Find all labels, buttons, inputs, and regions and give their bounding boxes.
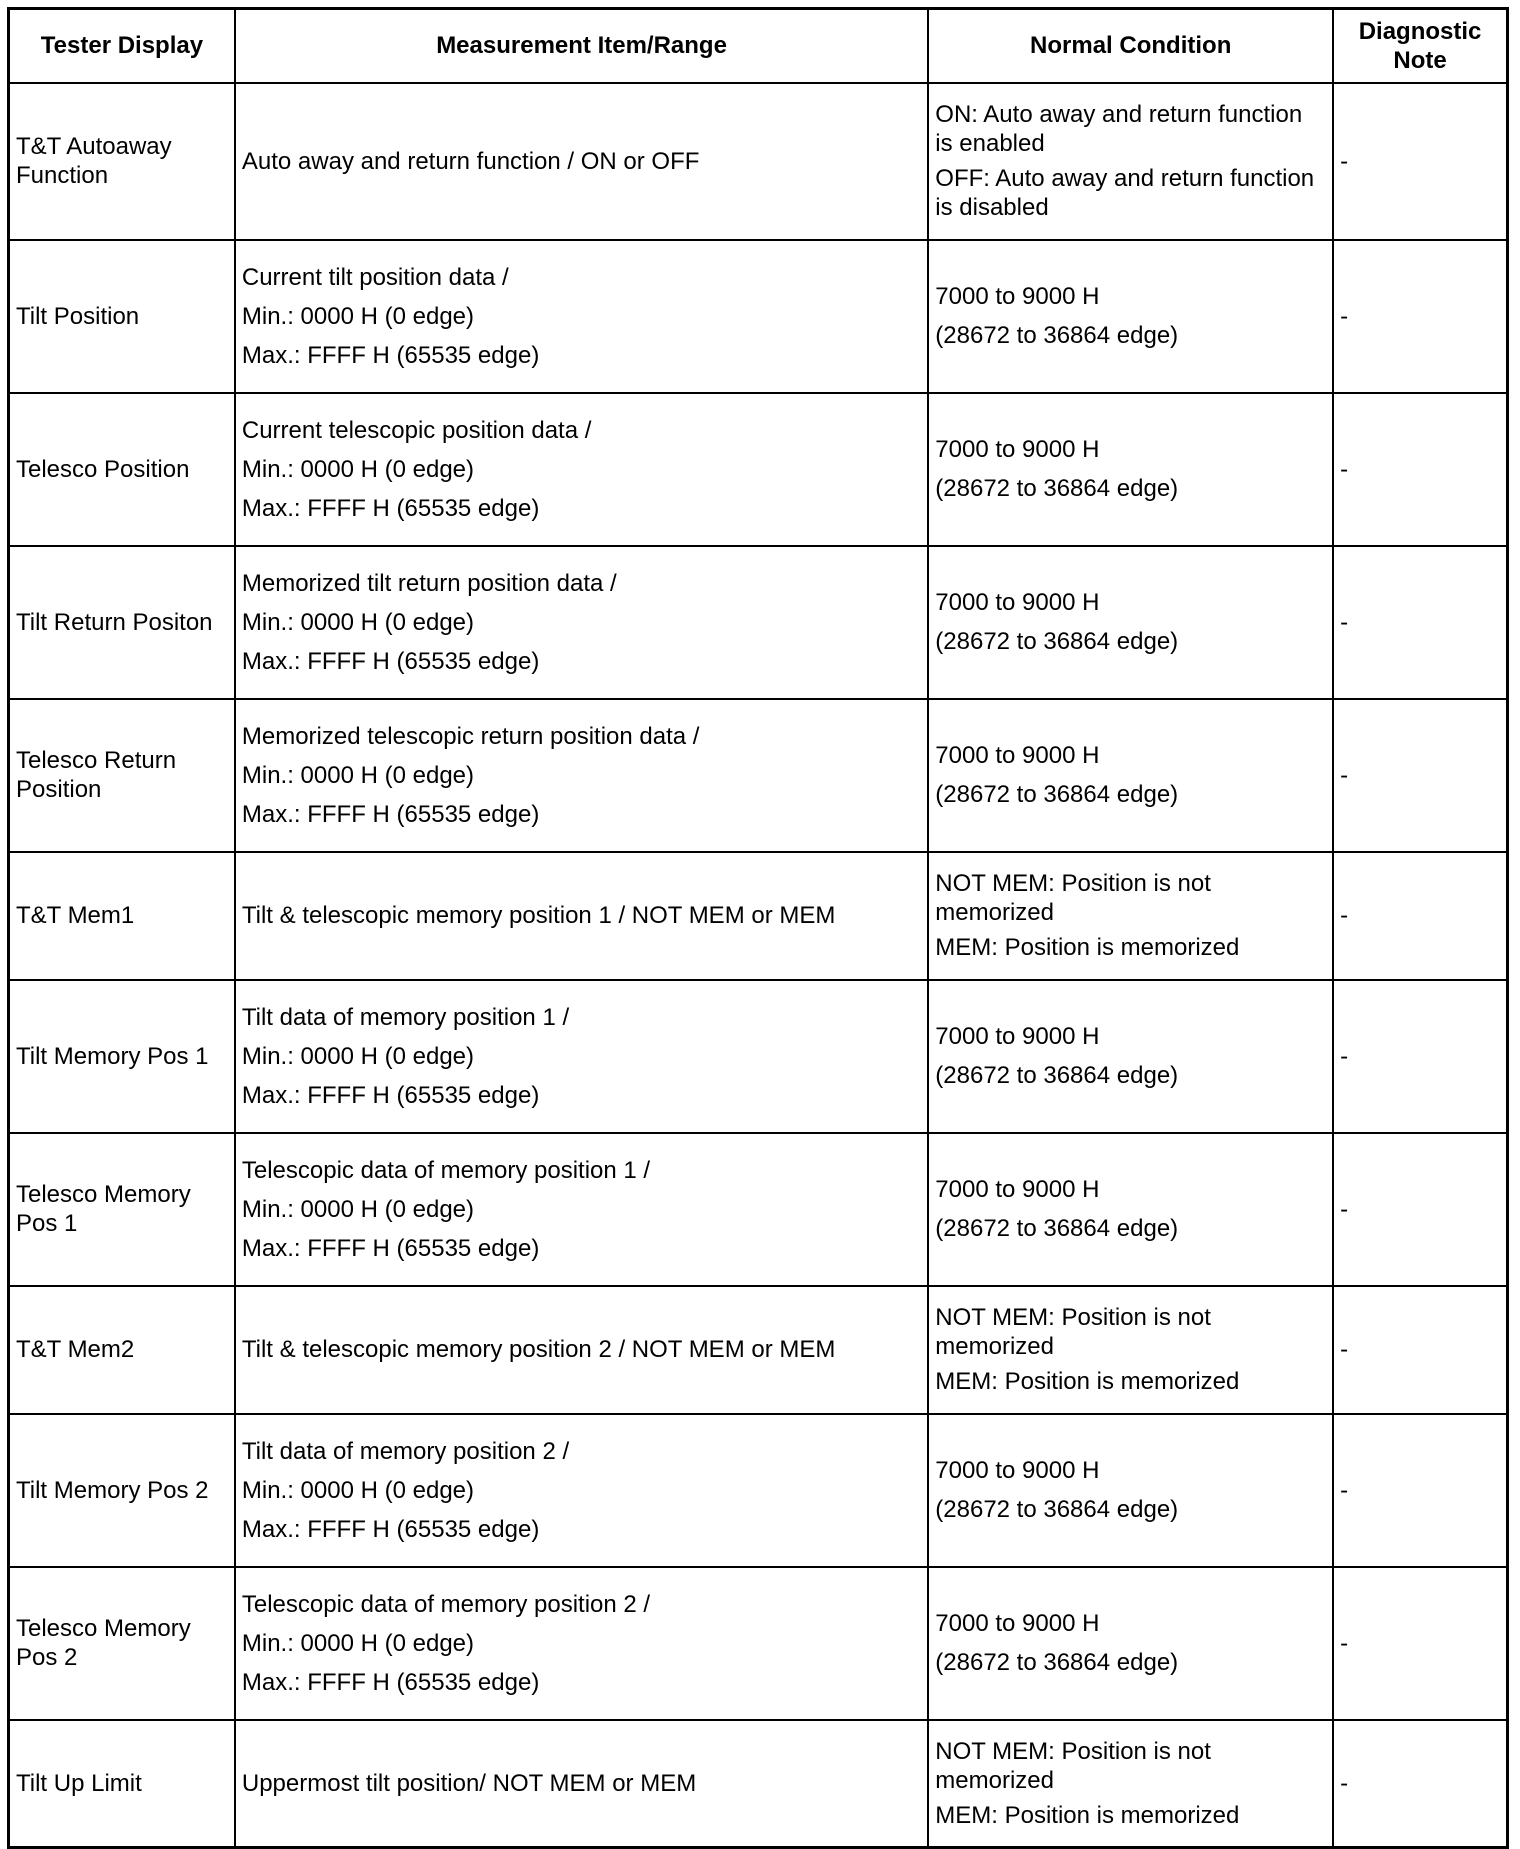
measurement-range-cell (235, 240, 928, 393)
measurement-range-cell (235, 393, 928, 546)
normal-condition-line: MEM: Position is memorized (935, 1801, 1240, 1829)
normal-condition-line: (28672 to 36864 edge) (935, 1062, 1179, 1089)
tester-display-cell: Telesco Return Position (9, 699, 235, 852)
normal-condition-line: (28672 to 36864 edge) (935, 475, 1179, 502)
normal-condition-line: (28672 to 36864 edge) (935, 1649, 1179, 1676)
table-row (9, 1567, 1508, 1720)
measurement-range-cell (235, 1567, 928, 1720)
tester-display-cell: Tilt Position (9, 240, 235, 393)
tester-display-cell: Telesco Memory Pos 2 (9, 1567, 235, 1720)
tester-display-cell: T&T Mem2 (9, 1286, 235, 1414)
diagnostic-note-cell: - (1333, 546, 1507, 699)
header-diagnostic-note: Diagnostic Note (1333, 9, 1507, 83)
diagnostic-note-cell: - (1333, 393, 1507, 546)
table-row (9, 83, 1508, 240)
table-row (9, 1286, 1508, 1414)
normal-condition-line: 7000 to 9000 H (935, 436, 1100, 463)
diagnostic-note-cell: - (1333, 980, 1507, 1133)
table-row (9, 1133, 1508, 1286)
normal-condition-line: NOT MEM: Position is not memorized (935, 1304, 1211, 1360)
range-line: Max.: FFFF H (65535 edge) (241, 1234, 540, 1262)
range-line: Telescopic data of memory position 2 / (241, 1590, 651, 1618)
data-monitor-table (7, 7, 1509, 1849)
table-body (9, 83, 1508, 1848)
tester-display-cell: Tilt Return Positon (9, 546, 235, 699)
normal-condition-line: ON: Auto away and return function is enabled (935, 101, 1303, 157)
diagnostic-note-cell: - (1333, 1567, 1507, 1720)
tester-display-cell: Telesco Position (9, 393, 235, 546)
diagnostic-note-cell: - (1333, 1414, 1507, 1567)
normal-condition-cell (928, 240, 1333, 393)
table-row (9, 1414, 1508, 1567)
range-line: Memorized telescopic return position data / (241, 722, 700, 750)
table-row (9, 546, 1508, 699)
normal-condition-line: 7000 to 9000 H (935, 283, 1100, 310)
normal-condition-line: OFF: Auto away and return function is disabled (935, 165, 1315, 221)
normal-condition-line: (28672 to 36864 edge) (935, 781, 1179, 808)
measurement-range-cell (235, 699, 928, 852)
measurement-range-cell (235, 546, 928, 699)
range-line: Min.: 0000 H (0 edge) (241, 1629, 474, 1657)
normal-condition-line: MEM: Position is memorized (935, 1368, 1240, 1395)
normal-condition-cell (928, 852, 1333, 980)
normal-condition-line: 7000 to 9000 H (935, 1176, 1100, 1203)
normal-condition-line: 7000 to 9000 H (935, 1610, 1100, 1637)
diagnostic-note-cell: - (1333, 240, 1507, 393)
measurement-range-cell (235, 83, 928, 240)
normal-condition-cell (928, 1133, 1333, 1286)
normal-condition-cell (928, 546, 1333, 699)
normal-condition-cell (928, 1286, 1333, 1414)
header-measurement-item: Measurement Item/Range (235, 9, 928, 83)
table-row (9, 1720, 1508, 1848)
normal-condition-cell (928, 980, 1333, 1133)
tester-display-cell: Tilt Memory Pos 1 (9, 980, 235, 1133)
normal-condition-line: 7000 to 9000 H (935, 1023, 1100, 1050)
range-line: Max.: FFFF H (65535 edge) (241, 341, 540, 369)
measurement-range-cell (235, 980, 928, 1133)
range-line: Tilt & telescopic memory position 2 / NOT MEM or MEM (241, 1336, 836, 1363)
measurement-range-cell (235, 1286, 928, 1414)
normal-condition-cell (928, 699, 1333, 852)
table-row (9, 852, 1508, 980)
range-line: Current tilt position data / (241, 263, 509, 291)
normal-condition-line: NOT MEM: Position is not memorized (935, 1737, 1211, 1794)
diagnostic-note-cell: - (1333, 83, 1507, 240)
range-line: Max.: FFFF H (65535 edge) (241, 647, 540, 675)
tester-display-cell: Tilt Memory Pos 2 (9, 1414, 235, 1567)
range-line: Min.: 0000 H (0 edge) (241, 1195, 474, 1223)
normal-condition-cell (928, 83, 1333, 240)
table-row (9, 393, 1508, 546)
header-tester-display: Tester Display (9, 9, 235, 83)
range-line: Max.: FFFF H (65535 edge) (241, 1668, 540, 1696)
normal-condition-line: NOT MEM: Position is not memorized (935, 870, 1211, 926)
normal-condition-line: 7000 to 9000 H (935, 1457, 1100, 1484)
measurement-range-cell (235, 1133, 928, 1286)
range-line: Current telescopic position data / (241, 416, 592, 444)
measurement-range-cell (235, 1720, 928, 1848)
range-line: Min.: 0000 H (0 edge) (241, 302, 474, 330)
header-row (9, 9, 1508, 83)
range-line: Telescopic data of memory position 1 / (241, 1156, 651, 1184)
range-line: Tilt data of memory position 1 / (241, 1003, 570, 1031)
range-line: Tilt & telescopic memory position 1 / NOT MEM or MEM (241, 902, 836, 929)
range-line: Min.: 0000 H (0 edge) (241, 1042, 474, 1070)
table-row (9, 699, 1508, 852)
normal-condition-line: (28672 to 36864 edge) (935, 1215, 1179, 1242)
normal-condition-line: (28672 to 36864 edge) (935, 1496, 1179, 1523)
normal-condition-line: (28672 to 36864 edge) (935, 628, 1179, 655)
tester-display-cell: Telesco Memory Pos 1 (9, 1133, 235, 1286)
range-line: Min.: 0000 H (0 edge) (241, 455, 474, 483)
range-line: Min.: 0000 H (0 edge) (241, 1476, 474, 1504)
tester-display-cell: Tilt Up Limit (9, 1720, 235, 1848)
range-line: Max.: FFFF H (65535 edge) (241, 1081, 540, 1109)
measurement-range-cell (235, 852, 928, 980)
normal-condition-line: 7000 to 9000 H (935, 742, 1100, 769)
range-line: Max.: FFFF H (65535 edge) (241, 1515, 540, 1543)
table-row (9, 240, 1508, 393)
diagnostic-note-cell: - (1333, 1720, 1507, 1848)
range-line: Max.: FFFF H (65535 edge) (241, 800, 540, 828)
diagnostic-note-cell: - (1333, 699, 1507, 852)
diagnostic-note-cell: - (1333, 852, 1507, 980)
normal-condition-cell (928, 1414, 1333, 1567)
range-line: Uppermost tilt position/ NOT MEM or MEM (241, 1769, 697, 1797)
normal-condition-cell (928, 1720, 1333, 1848)
normal-condition-line: 7000 to 9000 H (935, 589, 1100, 616)
diagnostic-note-cell: - (1333, 1286, 1507, 1414)
diagnostic-note-cell: - (1333, 1133, 1507, 1286)
normal-condition-line: MEM: Position is memorized (935, 934, 1240, 961)
normal-condition-line: (28672 to 36864 edge) (935, 322, 1179, 349)
table-row (9, 980, 1508, 1133)
tester-display-cell: T&T Autoaway Function (9, 83, 235, 240)
header-normal-condition: Normal Condition (928, 9, 1333, 83)
normal-condition-cell (928, 393, 1333, 546)
range-line: Tilt data of memory position 2 / (241, 1437, 570, 1465)
range-line: Memorized tilt return position data / (241, 569, 617, 597)
tester-display-cell: T&T Mem1 (9, 852, 235, 980)
range-line: Auto away and return function / ON or OFF (241, 147, 700, 175)
normal-condition-cell (928, 1567, 1333, 1720)
range-line: Max.: FFFF H (65535 edge) (241, 494, 540, 522)
range-line: Min.: 0000 H (0 edge) (241, 761, 474, 789)
measurement-range-cell (235, 1414, 928, 1567)
range-line: Min.: 0000 H (0 edge) (241, 608, 474, 636)
